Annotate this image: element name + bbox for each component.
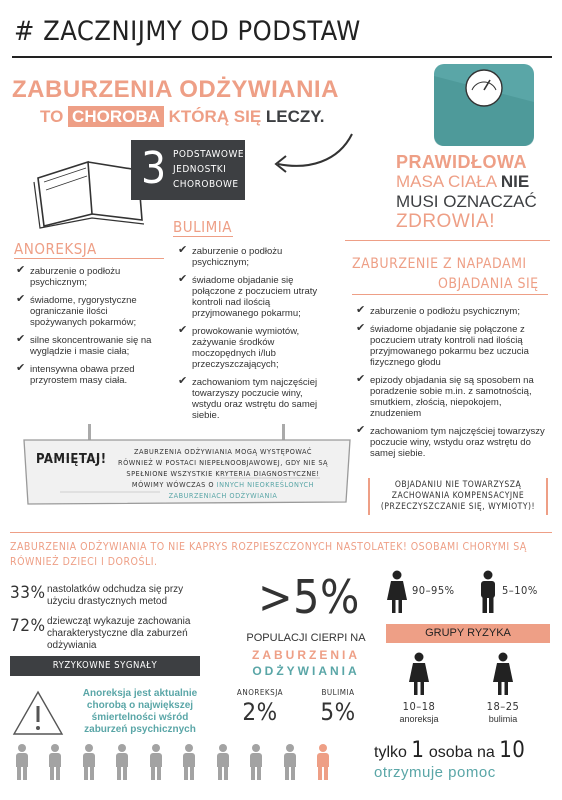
bul-value: 5%	[320, 698, 356, 726]
anoreksja-title: ANOREKSJA	[14, 240, 97, 258]
napady-topline	[345, 240, 550, 241]
hero-ktora: KTÓRĄ SIĘ	[168, 107, 262, 126]
person-icon-highlighted	[315, 744, 331, 780]
list-item: ✔ intensywna obawa przed przyrostem masy ciała.	[16, 364, 158, 386]
population-line1: POPULACJI CIERPI NA	[246, 632, 366, 644]
remember-text	[118, 446, 328, 501]
stat-pct-1: 33%	[10, 583, 46, 603]
hero-title: ZABURZENIA ODŻYWIANIA	[12, 76, 339, 103]
person-icon	[215, 744, 231, 780]
napady-list	[356, 306, 548, 466]
anoreksja-underline	[14, 258, 164, 259]
list-item: ✔ zachowaniom tym najczęściej towarzyszy poczucie winy, wstydu oraz wstrętu do samej siebie.	[178, 377, 330, 421]
male-pct: 5–10%	[502, 584, 538, 597]
woman-icon	[386, 570, 408, 614]
list-item: ✔ świadome, rygorystyczne ograniczanie ilości spożywanych pokarmów;	[16, 295, 158, 328]
stat-text-1: nastolatków odchudza się przy użyciu drastycznych metod	[47, 584, 184, 607]
weight-note	[396, 152, 556, 232]
person-icon	[181, 744, 197, 780]
weight-line3: MUSI OZNACZAĆ	[396, 192, 537, 211]
weight-line1: PRAWIDŁOWA	[396, 152, 527, 172]
remember-body: ZABURZENIA ODŻYWIANIA MOGĄ WYSTĘPOWAĆ RÓWNIEŻ W POSTACI NIEPEŁNOOBJAWOWEJ, GDY NIE SĄ SPEŁNIONE WSZYSTKIE KRYTERIA DIAGNOSTYCZNE! MÓWIMY WÓWCZAS O	[118, 447, 328, 489]
bulimia-list	[178, 246, 330, 428]
list-item: ✔ świadome objadanie się połączone z poczuciem utraty kontroli nad ilością przyjmowanego pokarmu;	[178, 275, 330, 319]
help-mid: osoba na	[428, 744, 495, 761]
woman-icon-2	[492, 652, 514, 696]
units-line2: JEDNOSTKI	[173, 164, 227, 175]
napady-underline	[352, 294, 548, 295]
person-icon	[114, 744, 130, 780]
units-box	[131, 140, 245, 200]
person-icon	[81, 744, 97, 780]
units-line1: PODSTAWOWE	[173, 149, 245, 160]
hero-leczy: LECZY.	[265, 107, 325, 126]
header-underline	[12, 56, 552, 58]
ano-value: 2%	[242, 698, 278, 726]
man-icon	[478, 570, 498, 614]
list-item: ✔ świadome objadanie się połączone z poczuciem utraty kontroli nad ilością przyjmowanego pokarmu bez uczucia fizycznego głodu	[356, 324, 548, 368]
hero-highlight: CHOROBA	[68, 106, 164, 127]
person-icon	[47, 744, 63, 780]
stat-text-2: dziewcząt wykazuje zachowania charakterystyczne dla zaburzeń odżywiania	[47, 616, 191, 651]
help-pre: tylko	[374, 744, 407, 761]
help-line2: otrzymuje pomoc	[374, 764, 496, 781]
units-line3: CHOROBOWE	[173, 179, 239, 190]
list-item: ✔ silne skoncentrowanie się na wyglądzie i masie ciała;	[16, 335, 158, 357]
bul-label: BULIMIA	[321, 688, 355, 697]
list-item: ✔ epizody objadania się są sposobem na poradzenie sobie m.in. z samotnością, smutkiem, złością, niepokojem, znudzeniem	[356, 375, 548, 419]
section2-headline: ZABURZENIA ODŻYWIANIA TO NIE KAPRYS ROZPIESZCZONYCH NASTOLATEK! OSOBAMI CHORYMI SĄ RÓWNIEŻ DZIECI I DOROŚLI.	[10, 541, 527, 568]
page-title: # ZACZNIJMY OD PODSTAW	[14, 16, 361, 47]
population-big: >5%	[258, 570, 360, 624]
scale-icon	[432, 62, 536, 148]
weight-line2b: NIE	[500, 172, 530, 191]
napady-title1: ZABURZENIE Z NAPADAMI	[352, 256, 527, 272]
population-line3: ODŻYWIANIA	[252, 664, 360, 678]
signals-bar: RYZYKOWNE SYGNAŁY	[10, 656, 200, 676]
remember-label: PAMIĘTAJ!	[36, 452, 107, 467]
section2-topline	[10, 532, 552, 533]
units-number: 3	[141, 143, 167, 194]
list-item: ✔ zaburzenie o podłożu psychicznym;	[356, 306, 548, 317]
anoreksja-list	[16, 266, 158, 393]
arrow-icon	[268, 128, 358, 178]
bulimia-title: BULIMIA	[173, 218, 232, 236]
list-item: ✔ prowokowanie wymiotów, zażywanie środków moczopędnych i/lub przeczyszczających;	[178, 326, 330, 370]
help-ten: 10	[499, 738, 526, 763]
help-one: 1	[411, 738, 425, 763]
people-row	[14, 744, 344, 785]
ano-label: ANOREKSJA	[236, 688, 284, 697]
remember-highlight: INNYCH NIEOKREŚLONYCH ZABURZENIACH ODŻYWIANIA	[168, 480, 315, 500]
person-icon	[282, 744, 298, 780]
weight-line2	[396, 172, 556, 192]
risk-title-bar: GRUPY RYZYKA	[386, 624, 550, 643]
warning-icon	[10, 688, 66, 738]
hero-to: TO	[40, 107, 64, 126]
napady-title2: OBJADANIA SIĘ	[438, 276, 539, 292]
person-icon	[14, 744, 30, 780]
person-icon	[148, 744, 164, 780]
list-item: ✔ zaburzenie o podłożu psychicznym;	[178, 246, 330, 268]
risk-g2-range: 18–25	[486, 700, 520, 713]
girl-icon	[408, 652, 430, 696]
mortality-text: Anoreksja jest aktualnie chorobą o największej śmiertelności wśród zaburzeń psychicznych	[82, 688, 198, 735]
help-line1	[374, 738, 525, 763]
risk-g1-range: 10–18	[402, 700, 436, 713]
weight-line4: ZDROWIA!	[396, 211, 495, 232]
list-item: ✔ zachowaniom tym najczęściej towarzyszy poczucie winy, wstydu oraz wstrętu do samej siebie.	[356, 426, 548, 459]
person-icon	[248, 744, 264, 780]
population-line2: ZABURZENIA	[252, 648, 360, 662]
stat-pct-2: 72%	[10, 616, 46, 636]
bulimia-underline	[173, 236, 233, 237]
list-item: ✔ zaburzenie o podłożu psychicznym;	[16, 266, 158, 288]
hero-subline	[40, 107, 324, 127]
weight-line2a: MASA CIAŁA	[396, 172, 497, 191]
risk-g2-label: bulimia	[488, 714, 518, 724]
female-pct: 90–95%	[412, 584, 455, 597]
napady-note: OBJADANIU NIE TOWARZYSZĄ ZACHOWANIA KOMPENSACYJNE (PRZECZYSZCZANIE SIĘ, WYMIOTY)!	[368, 478, 548, 515]
risk-g1-label: anoreksja	[399, 714, 439, 724]
